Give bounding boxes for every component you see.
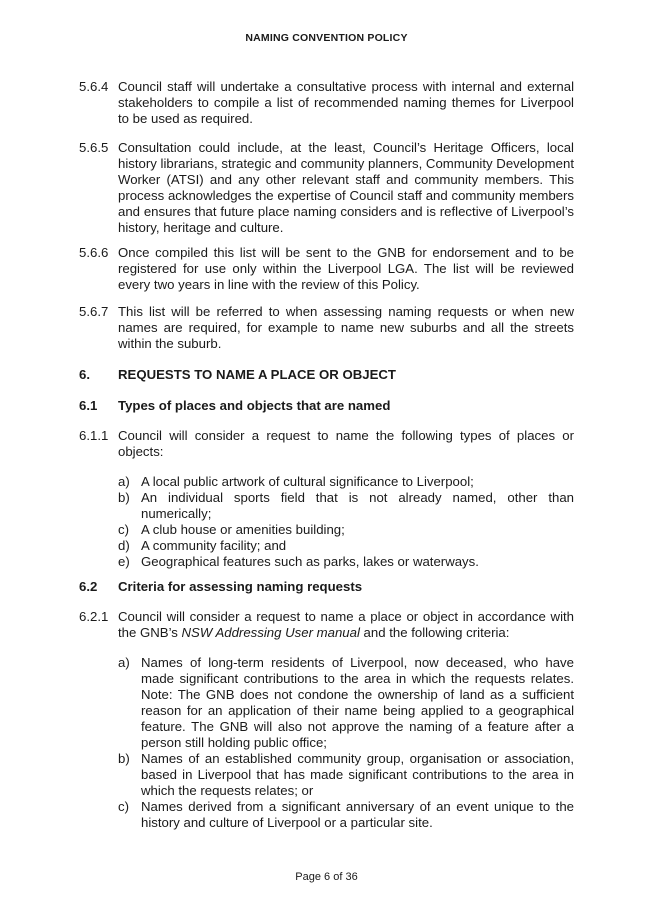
list-item-text: An individual sports field that is not already named, other than numerically; <box>141 490 574 521</box>
list-item-text: Names of an established community group, organisation or association, based in Liverpool that has made significant contributions to the area in which the requests relates; or <box>141 751 574 798</box>
paragraph-number: 5.6.5 <box>79 140 109 155</box>
list-6-1-1 <box>118 474 574 570</box>
paragraph-text: This list will be referred to when assessing naming requests or when new names are required, for example to name new suburbs and all the streets within the suburb. <box>118 304 574 351</box>
section-number: 6.1 <box>79 398 98 413</box>
section-6-heading <box>79 367 574 383</box>
paragraph-text: Once compiled this list will be sent to the GNB for endorsement and to be registered for use only within the Liverpool LGA. The list will be reviewed every two years in line with the review of this Policy. <box>118 245 574 292</box>
paragraph-5-6-5 <box>79 140 574 236</box>
list-item-text: Names of long-term residents of Liverpool, now deceased, who have made significant contributions to the area in which the requests relates. Note: The GNB does not condone the ownership of land as a sufficient reason for an application of their name being applied to a geographical feature. The GNB will also not approve the naming of a feature after a person still holding public office; <box>141 655 574 750</box>
page-number: Page 6 of 36 <box>295 871 358 883</box>
section-title: Types of places and objects that are named <box>118 398 391 413</box>
section-number: 6. <box>79 367 90 382</box>
paragraph-number: 6.2.1 <box>79 609 109 624</box>
paragraph-text <box>118 609 574 641</box>
manual-title: NSW Addressing User manual <box>181 625 360 640</box>
page-header: NAMING CONVENTION POLICY <box>245 32 408 44</box>
section-6-1-heading <box>79 398 574 414</box>
paragraph-5-6-6 <box>79 245 574 293</box>
paragraph-text: Consultation could include, at the least, Council’s Heritage Officers, local history librarians, strategic and community planners, Community Development Worker (ATSI) and any other relevant staff and community members. This process acknowledges the expertise of Council staff and community members and ensures that future place naming considers and is reflective of Liverpool’s history, heritage and culture. <box>118 140 574 235</box>
paragraph-text: Council staff will undertake a consultative process with internal and external stakeholders to compile a list of recommended naming themes for Liverpool to be used as required. <box>118 79 574 126</box>
paragraph-number: 5.6.4 <box>79 79 109 94</box>
paragraph-6-1-1 <box>79 428 574 460</box>
list-6-2-1 <box>118 655 574 831</box>
list-item <box>118 522 574 538</box>
section-title: REQUESTS TO NAME A PLACE OR OBJECT <box>118 367 396 382</box>
list-item <box>118 799 574 831</box>
list-item-text: Names derived from a significant anniversary of an event unique to the history and culture of Liverpool or a particular site. <box>141 799 574 830</box>
list-item-label: c) <box>118 522 129 537</box>
paragraph-5-6-4 <box>79 79 574 127</box>
list-item-label: a) <box>118 474 130 489</box>
section-6-2-heading <box>79 579 574 595</box>
list-item-label: d) <box>118 538 130 553</box>
section-title: Criteria for assessing naming requests <box>118 579 363 594</box>
paragraph-5-6-7 <box>79 304 574 352</box>
list-item-text: A community facility; and <box>141 538 287 553</box>
list-item-text: Geographical features such as parks, lakes or waterways. <box>141 554 479 569</box>
paragraph-text-start: Council will consider a request to name a place or object in accordance with the GNB’s <box>118 609 574 640</box>
list-item <box>118 554 574 570</box>
list-item-label: b) <box>118 490 130 505</box>
list-item-text: A local public artwork of cultural significance to Liverpool; <box>141 474 474 489</box>
paragraph-number: 5.6.7 <box>79 304 109 319</box>
list-item <box>118 538 574 554</box>
list-item-label: c) <box>118 799 129 814</box>
list-item-label: a) <box>118 655 130 670</box>
list-item-text: A club house or amenities building; <box>141 522 345 537</box>
paragraph-6-2-1 <box>79 609 574 641</box>
list-item <box>118 751 574 799</box>
paragraph-number: 5.6.6 <box>79 245 109 260</box>
list-item <box>118 490 574 522</box>
section-number: 6.2 <box>79 579 98 594</box>
list-item-label: b) <box>118 751 130 766</box>
paragraph-number: 6.1.1 <box>79 428 109 443</box>
list-item <box>118 474 574 490</box>
paragraph-text: Council will consider a request to name the following types of places or objects: <box>118 428 574 459</box>
paragraph-text-end: and the following criteria: <box>359 625 510 640</box>
list-item-label: e) <box>118 554 130 569</box>
list-item <box>118 655 574 751</box>
